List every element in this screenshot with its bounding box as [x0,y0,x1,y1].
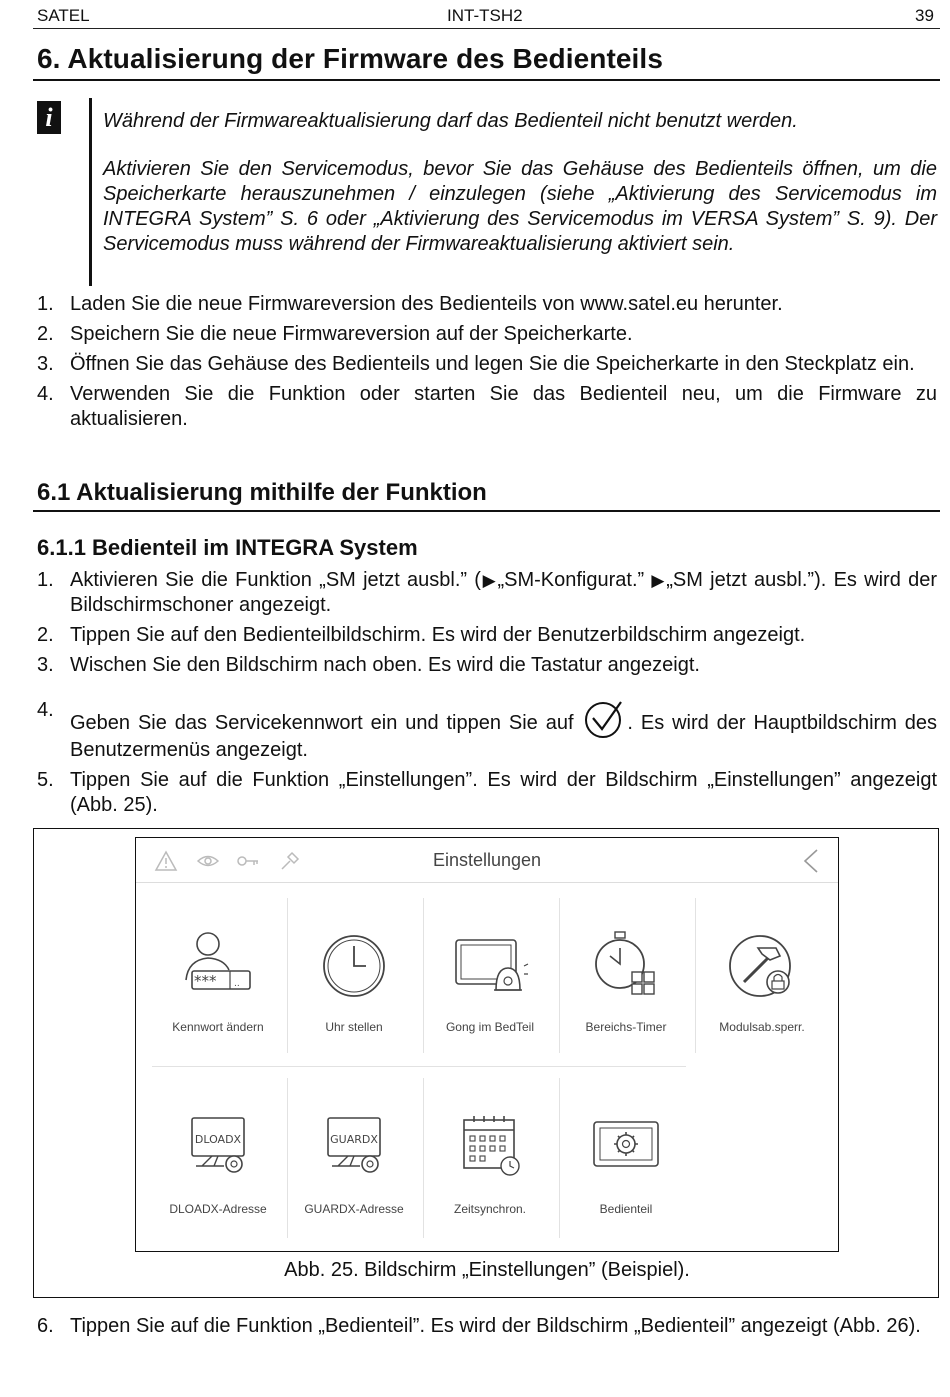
stopwatch-grid-icon [586,926,666,1006]
header-rule [33,28,940,29]
tile-guardx-adresse[interactable] [286,1072,422,1252]
section-rule [33,79,940,81]
tile-modulsab-sperr[interactable] [694,890,830,1070]
tile-dloadx-adresse[interactable] [150,1072,286,1252]
tile-uhr-stellen[interactable] [286,890,422,1070]
guardx-monitor-icon [314,1108,394,1188]
list-item [37,568,937,618]
list-item [37,653,937,678]
item-number: 3. [37,654,54,676]
user-password-icon [178,926,258,1006]
keypad-gear-icon [586,1108,666,1188]
item-number: 6. [37,1315,54,1337]
screen-topbar [136,838,838,883]
integra-steps [37,568,937,823]
list-item [37,1314,937,1339]
dloadx-monitor-icon [178,1108,258,1188]
item-number: 1. [37,293,54,315]
item-text: Laden Sie die neue Firmwareversion des Bedienteils von www.satel.eu herunter. [70,293,783,315]
monitor-screen-text: DLOADX [194,1133,242,1146]
item-text: Verwenden Sie die Funktion oder starten Sie das Bedienteil neu, um die Firmware zu aktualisieren. [70,383,937,430]
item-text: . Es wird der Hauptbildschirm des Benutzermenüs angezeigt. [70,712,938,761]
tile-label: Uhr stellen [325,1020,383,1034]
item-number: 4. [37,383,54,405]
item-text: Tippen Sie auf den Bedienteilbildschirm. Es wird der Benutzerbildschirm angezeigt. [70,624,806,646]
monitor-screen-text: GUARDX [330,1133,378,1146]
item-text: Tippen Sie auf die Funktion „Einstellungen”. Es wird der Bildschirm „Einstellungen” angezeigt (Abb. 25). [70,769,937,816]
item-number: 4. [37,699,54,721]
list-item [37,623,937,648]
item-number: 2. [37,624,54,646]
calendar-icon [450,1108,530,1188]
tile-label: GUARDX-Adresse [304,1202,404,1216]
figure-caption: Abb. 25. Bildschirm „Einstellungen” (Beispiel). [284,1259,690,1281]
tile-label: DLOADX-Adresse [169,1202,267,1216]
item-number: 2. [37,323,54,345]
subsubsection-title: 6.1.1 Bedienteil im INTEGRA System [37,535,418,560]
header-left: SATEL [37,6,90,25]
item-number: 3. [37,353,54,375]
integra-steps-continued [37,1314,937,1344]
keypad-bell-icon [450,926,530,1006]
tile-zeitsynchron[interactable] [422,1072,558,1252]
note-bar [89,98,92,286]
item-text: Wischen Sie den Bildschirm nach oben. Es wird die Tastatur angezeigt. [70,654,700,676]
section-title: 6. Aktualisierung der Firmware des Bedienteils [37,43,663,74]
clock-icon [314,926,394,1006]
item-text: Aktivieren Sie die Funktion „SM jetzt ausbl.” ( [70,569,481,591]
tile-label: Bereichs-Timer [585,1020,667,1034]
list-item [37,292,937,317]
subsection-rule [33,510,940,512]
list-item [37,352,937,377]
list-item [37,322,937,347]
svg-text:..: .. [234,979,240,989]
item-text: Geben Sie das Servicekennwort ein und tippen Sie auf [70,712,582,734]
item-text: „SM-Konfigurat.” [497,569,652,591]
page-number: 39 [915,6,934,25]
tile-kennwort-aendern[interactable] [150,890,286,1070]
svg-text:***: *** [194,972,217,990]
item-number: 1. [37,569,54,591]
info-icon: i [37,101,61,134]
tile-label: Bedienteil [599,1202,653,1216]
firmware-steps [37,292,937,437]
tile-label: Gong im BedTeil [445,1020,535,1034]
tile-bedienteil[interactable] [558,1072,694,1252]
list-item [37,768,937,818]
tile-label: Kennwort ändern [172,1020,264,1034]
subsection-title: 6.1 Aktualisierung mithilfe der Funktion [37,479,487,506]
list-item [37,382,937,432]
item-text: Speichern Sie die neue Firmwareversion auf der Speicherkarte. [70,323,633,345]
item-text: Tippen Sie auf die Funktion „Bedienteil”. Es wird der Bildschirm „Bedienteil” angezeigt (Abb. 26). [70,1315,921,1337]
tile-label: Zeitsynchron. [453,1202,527,1216]
settings-screen [135,837,839,1252]
item-number: 5. [37,769,54,791]
arrow-icon: ▶ [651,571,667,590]
hammer-lock-icon [722,926,802,1006]
item-text: „SM jetzt ausbl.”). Es wird der Bildschirmschoner angezeigt. [70,569,937,616]
checkmark-circle-icon [581,698,627,738]
figure-25 [33,828,939,1298]
list-item [37,698,937,763]
header-center: INT-TSH2 [447,6,523,25]
screen-title: Einstellungen [432,850,542,870]
tile-bereichs-timer[interactable] [558,890,694,1070]
chevron-left-icon[interactable] [802,848,820,874]
tile-gong-im-bedteil[interactable] [422,890,558,1070]
note-paragraph-1: Während der Firmwareaktualisierung darf das Bedienteil nicht benutzt werden. [103,110,798,132]
item-text: Öffnen Sie das Gehäuse des Bedienteils und legen Sie die Speicherkarte in den Steckplatz ein. [70,353,915,375]
tile-label: Modulsab.sperr. [719,1020,805,1034]
arrow-icon: ▶ [480,571,498,590]
note-paragraph-2: Aktivieren Sie den Servicemodus, bevor Sie das Gehäuse des Bedienteils öffnen, um die Speicherkarte herauszunehmen / einzulegen (siehe „Aktivierung des Servicemodus im INTEGRA System” S. 6 oder „Aktivierung des Servicemodus im VERSA System” S. 9). Der Servicemodus muss während der Firmwareaktualisierung aktiviert sein. [103,158,937,255]
